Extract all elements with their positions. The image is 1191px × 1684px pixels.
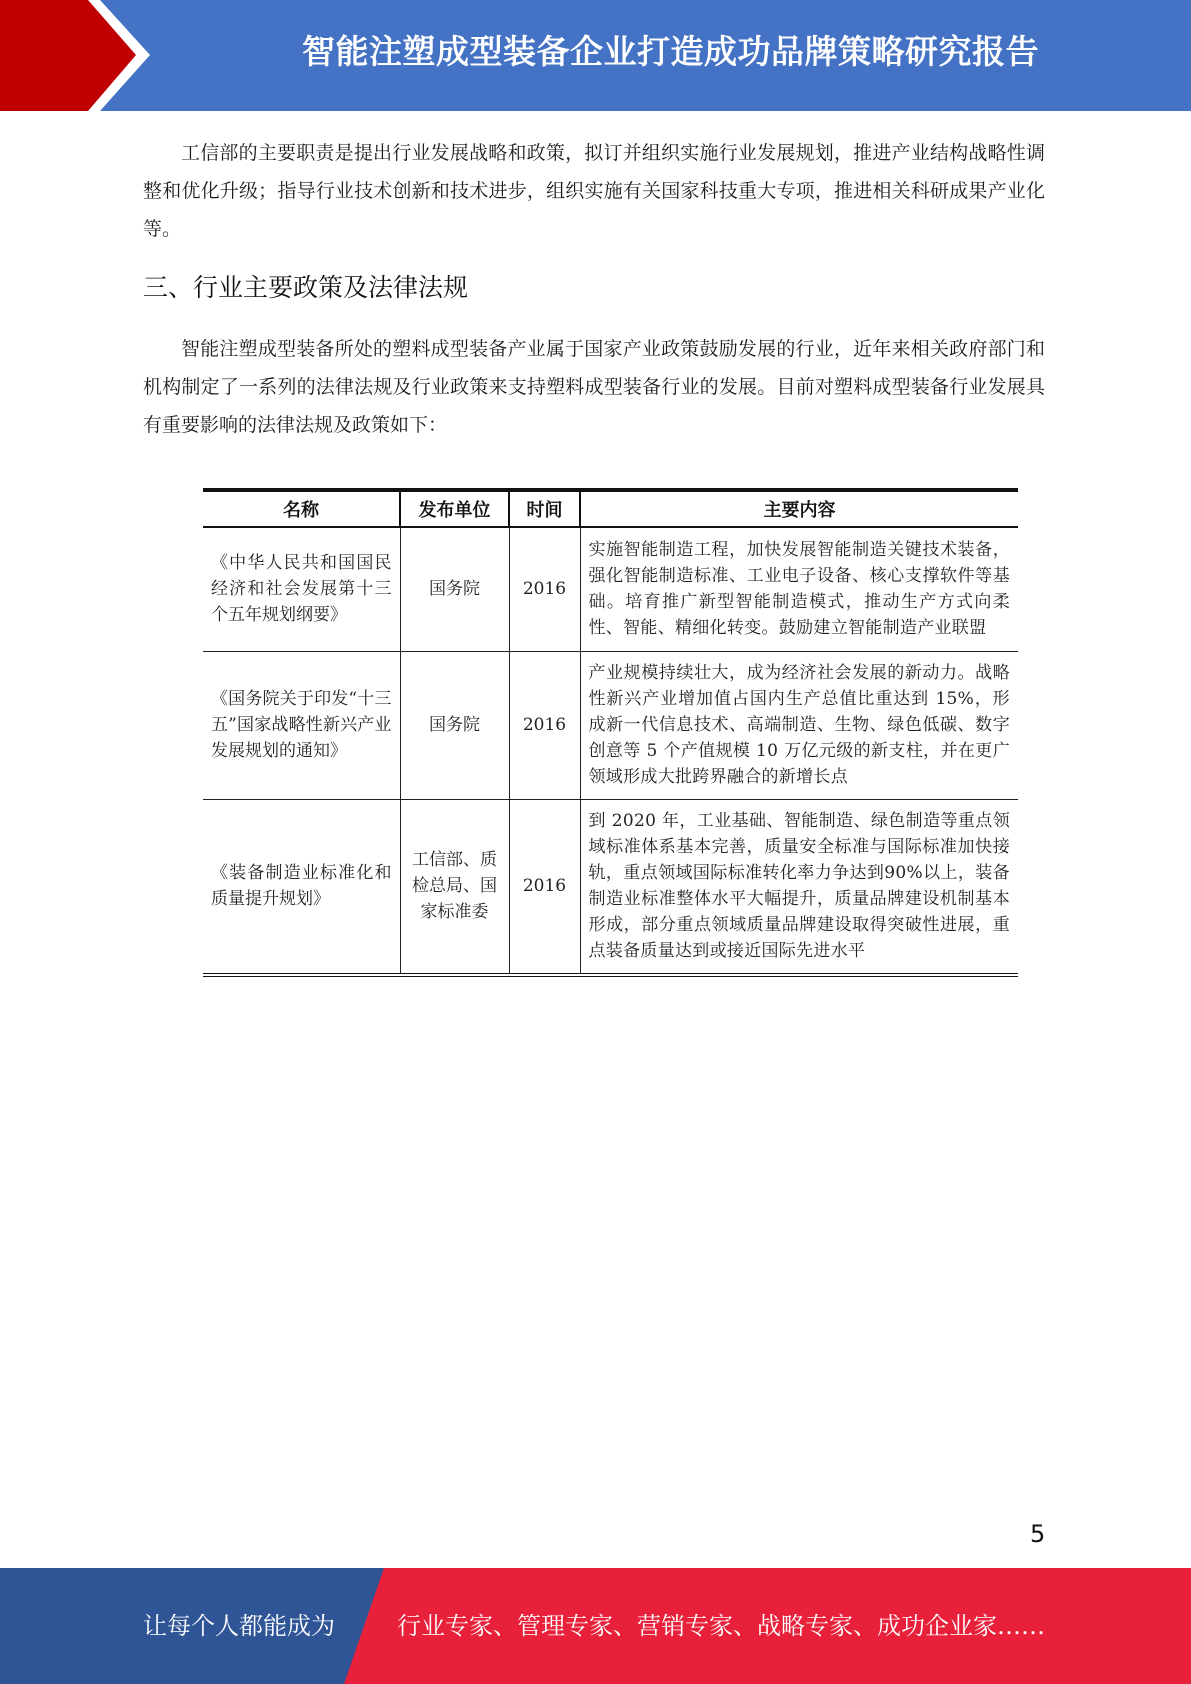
policy-name: 《国务院关于印发“十三五”国家战略性新兴产业发展规划的通知》	[203, 651, 400, 799]
column-header-year: 时间	[509, 490, 580, 527]
footer-banner	[0, 1568, 1191, 1684]
footer-slogan-roles: 行业专家、管理专家、营销专家、战略专家、成功企业家……	[397, 1612, 1045, 1640]
table-header-row	[203, 490, 1018, 527]
policy-content: 实施智能制造工程，加快发展智能制造关键技术装备，强化智能制造标准、工业电子设备、核心支撑软件等基础。培育推广新型智能制造模式，推动生产方式向柔性、智能、精细化转变。鼓励建立智能制造产业联盟	[580, 527, 1018, 651]
policy-name: 《装备制造业标准化和质量提升规划》	[203, 799, 400, 975]
policy-content: 产业规模持续壮大，成为经济社会发展的新动力。战略性新兴产业增加值占国内生产总值比重达到 15%，形成新一代信息技术、高端制造、生物、绿色低碳、数字创意等 5 个产值规模 10 万亿元级的新支柱，并在更广领域形成大批跨界融合的新增长点	[580, 651, 1018, 799]
section-heading: 三、行业主要政策及法律法规	[143, 273, 469, 302]
table-row	[203, 651, 1018, 799]
policy-year: 2016	[509, 799, 580, 975]
policy-publisher: 工信部、质检总局、国家标准委	[400, 799, 509, 975]
page-number: 5	[1030, 1520, 1046, 1548]
policy-publisher: 国务院	[400, 651, 509, 799]
paragraph-policies-intro: 智能注塑成型装备所处的塑料成型装备产业属于国家产业政策鼓励发展的行业，近年来相关政府部门和机构制定了一系列的法律法规及行业政策来支持塑料成型装备行业的发展。目前对塑料成型装备行业发展具有重要影响的法律法规及政策如下：	[143, 338, 1045, 436]
table-row	[203, 527, 1018, 651]
policy-publisher: 国务院	[400, 527, 509, 651]
column-header-publisher: 发布单位	[400, 490, 509, 527]
table-row	[203, 799, 1018, 975]
policy-content: 到 2020 年，工业基础、智能制造、绿色制造等重点领域标准体系基本完善，质量安全标准与国际标准加快接轨，重点领域国际标准转化率力争达到90%以上，装备制造业标准整体水平大幅提升，质量品牌建设机制基本形成，部分重点领域质量品牌建设取得突破性进展，重点装备质量达到或接近国际先进水平	[580, 799, 1018, 975]
policy-year: 2016	[509, 527, 580, 651]
report-title: 智能注塑成型装备企业打造成功品牌策略研究报告	[302, 32, 1039, 71]
header-banner	[0, 0, 1191, 111]
footer-slogan-lead: 让每个人都能成为	[143, 1612, 335, 1640]
column-header-content: 主要内容	[580, 490, 1018, 527]
policy-name: 《中华人民共和国国民经济和社会发展第十三个五年规划纲要》	[203, 527, 400, 651]
policy-table-container	[203, 488, 1018, 977]
paragraph-responsibilities: 工信部的主要职责是提出行业发展战略和政策，拟订并组织实施行业发展规划，推进产业结构战略性调整和优化升级；指导行业技术创新和技术进步，组织实施有关国家科技重大专项，推进相关科研成果产业化等。	[143, 142, 1045, 240]
column-header-name: 名称	[203, 490, 400, 527]
policy-table	[203, 488, 1018, 977]
policy-year: 2016	[509, 651, 580, 799]
